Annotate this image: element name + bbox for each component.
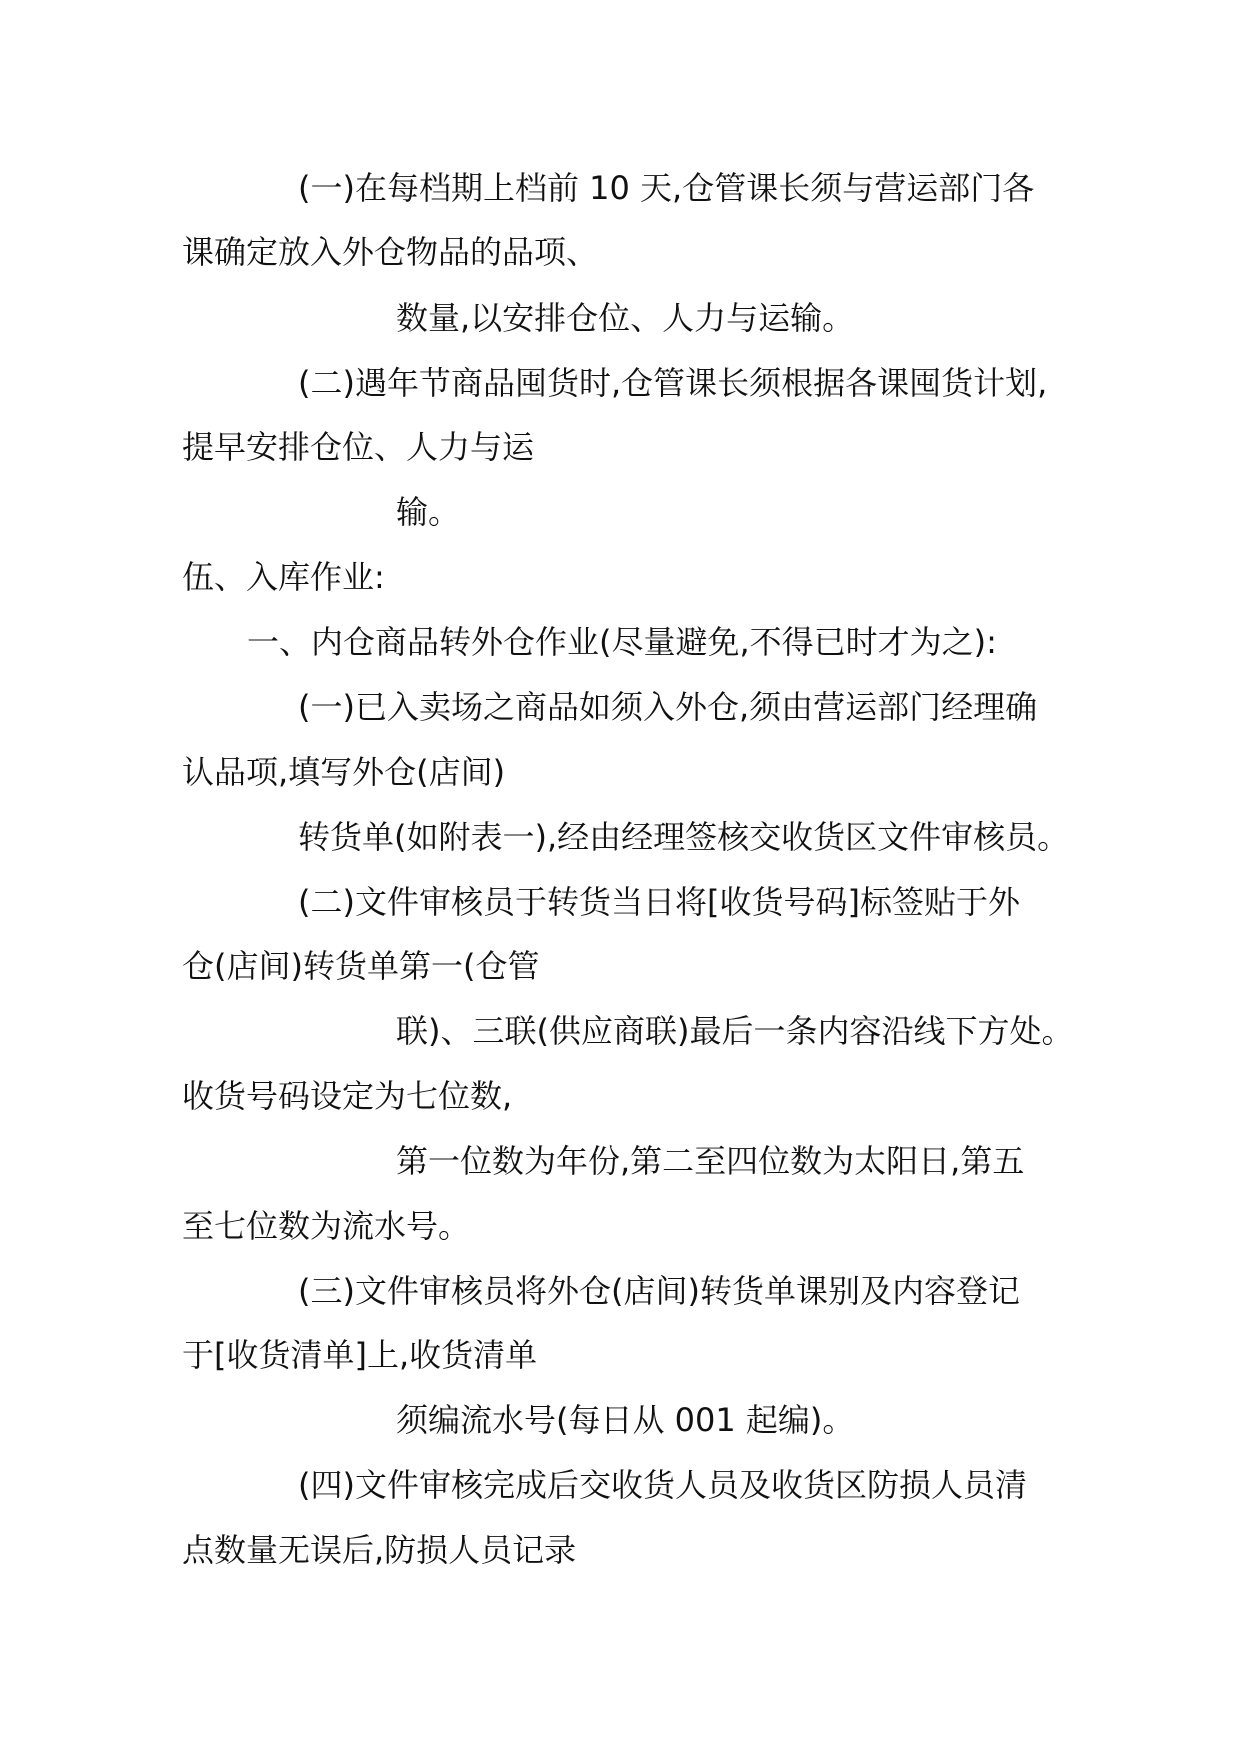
text-line: 第一位数为年份,第二至四位数为太阳日,第五 [396,1142,1025,1180]
text-line: (二)文件审核员于转货当日将[收货号码]标签贴于外 [298,883,1020,921]
text-line: 至七位数为流水号。 [182,1207,471,1245]
text-line: 提早安排仓位、人力与运 [182,428,535,466]
section-heading: 伍、入库作业: [182,558,385,596]
text-line: (三)文件审核员将外仓(店间)转货单课别及内容登记 [298,1272,1020,1310]
text-line: 认品项,填写外仓(店间) [182,753,506,791]
text-line: (一)已入卖场之商品如须入外仓,须由营运部门经理确 [298,688,1038,726]
text-line: (四)文件审核完成后交收货人员及收货区防损人员清 [298,1466,1027,1504]
text-line: 于[收货清单]上,收货清单 [182,1336,538,1374]
text-line: 须编流水号(每日从 001 起编)。 [396,1401,855,1439]
text-line: (二)遇年节商品囤货时,仓管课长须根据各课囤货计划, [298,364,1048,402]
text-line: 联)、三联(供应商联)最后一条内容沿线下方处。 [396,1012,1074,1050]
subsection-heading: 一、内仓商品转外仓作业(尽量避免,不得已时才为之): [247,623,997,661]
text-line: 收货号码设定为七位数, [182,1077,513,1115]
text-line: 课确定放入外仓物品的品项、 [182,233,599,271]
text-line: 输。 [396,493,461,531]
text-line: (一)在每档期上档前 10 天,仓管课长须与营运部门各 [298,169,1035,207]
text-line: 数量,以安排仓位、人力与运输。 [396,299,855,337]
text-line: 仓(店间)转货单第一(仓管 [182,947,540,985]
text-line: 点数量无误后,防损人员记录 [182,1531,577,1569]
text-line: 转货单(如附表一),经由经理签核交收货区文件审核员。 [298,818,1070,856]
